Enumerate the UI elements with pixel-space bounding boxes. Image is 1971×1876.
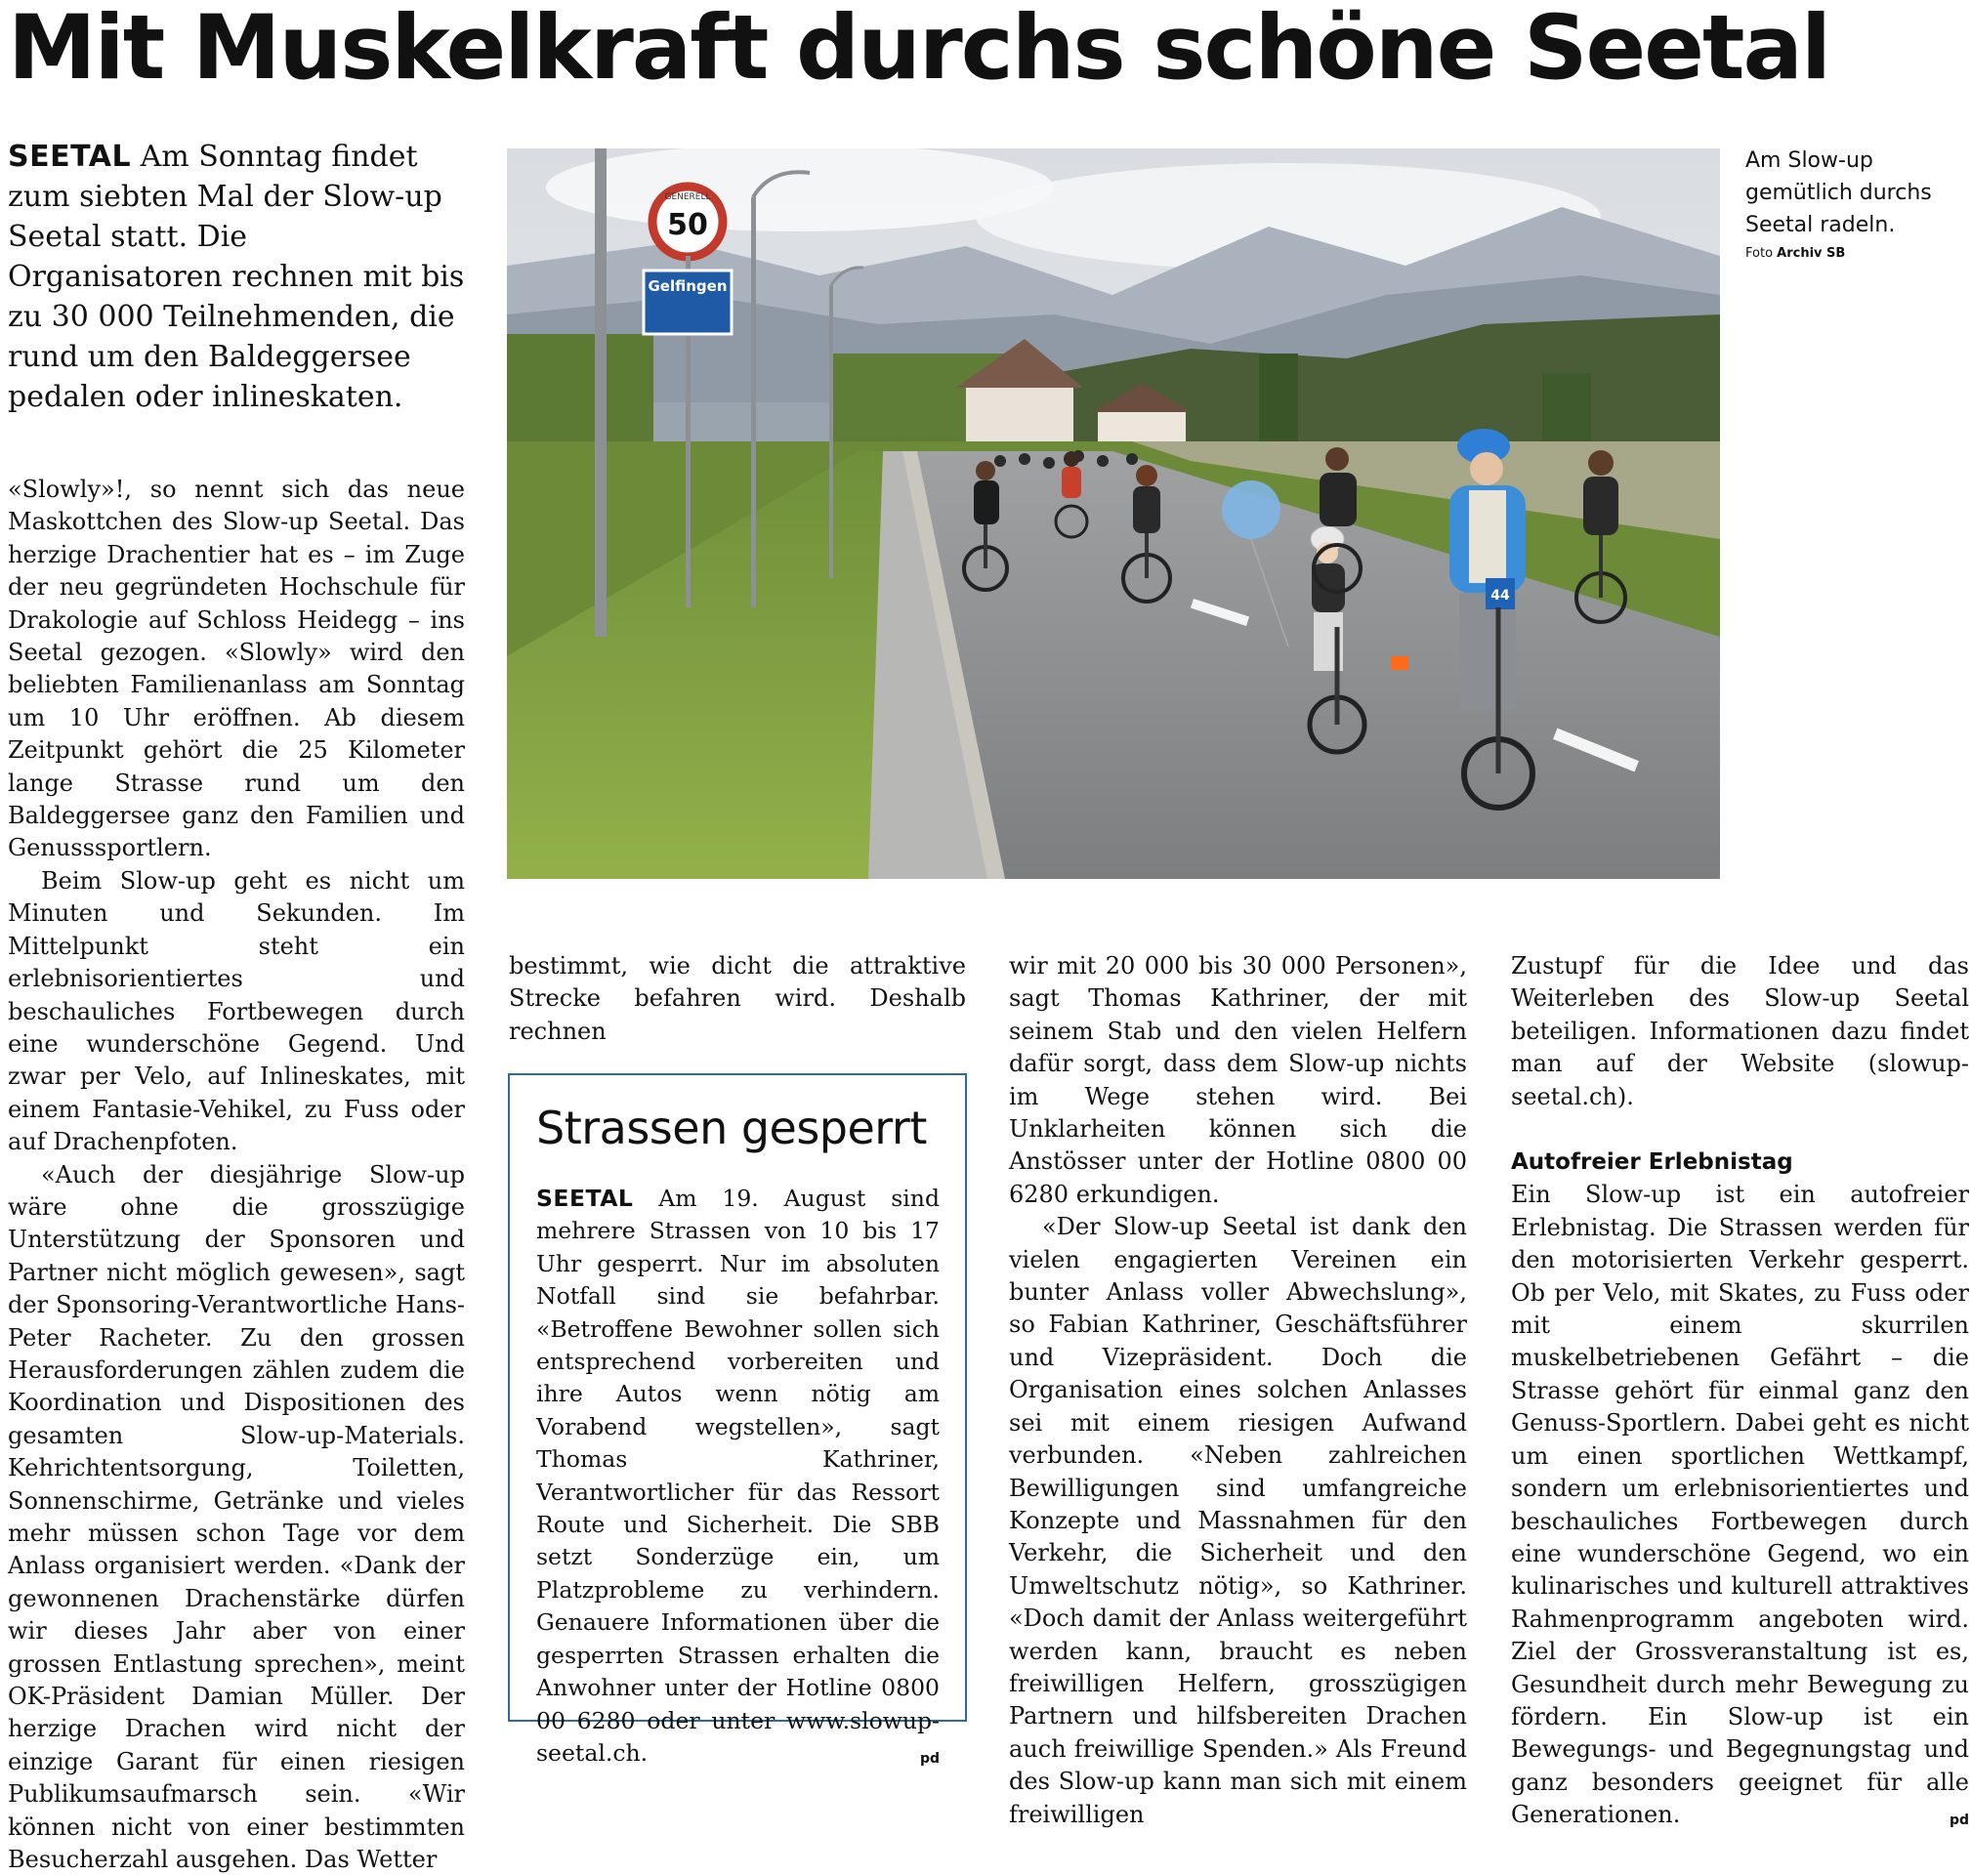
body-paragraph-4: «Der Slow-up Seetal ist dank den vielen engagierten Vereinen ein bunter Anlass voller Abwechslung», so Fabian Kathriner, Geschäftsführer und Vizepräsident. Doch die Organisation eines solchen Anlasses sei mit einem riesigen Aufwand verbunden. «Neben zahlreichen Bewilligungen sind umfangreiche Konzepte und Massnahmen für den Verkehr, die Sicherheit und den Umweltschutz nötig», so Kathriner. «Doch damit der Anlass weitergeführt werden kann, braucht es neben freiwilligen Helfern, grosszügigen Partnern und hilfsbereiten Drachen auch freiwillige Spenden.» Als Freund des Slow-up kann man sich mit einem freiwilligen xyxy=(1009,1213,1467,1828)
sidebar-body xyxy=(536,1183,940,1770)
headline: Mit Muskelkraft durchs schöne Seetal xyxy=(8,0,1830,100)
place-sign: Gelfingen xyxy=(648,277,728,295)
sidebar-box xyxy=(508,1073,967,1767)
bib-number: 44 xyxy=(1490,588,1510,604)
credit-prefix: Foto xyxy=(1745,246,1774,261)
column-2 xyxy=(509,950,966,1048)
body-paragraph-1: «Slowly»!, so nennt sich das neue Maskottchen des Slow-up Seetal. Das herzige Drachentier hat es – im Zuge der neu gegründeten Hochschule für Drakologie auf Schloss Heidegg – ins Seetal gezogen. «Slowly» wird den beliebten Familienanlass am Sonntag um 10 Uhr eröffnen. Ab diesem Zeitpunkt gehört die 25 Kilometer lange Strasse rund um den Baldeggersee ganz den Familien und Genusssportlern. xyxy=(8,476,465,862)
article-photo xyxy=(507,148,1720,879)
caption-text: Am Slow-up gemütlich durchs Seetal radeln. xyxy=(1745,148,1932,237)
speed-limit-sign: 50 xyxy=(667,208,708,242)
body-paragraph-5 xyxy=(1511,1179,1969,1831)
body-paragraph-2: Beim Slow-up geht es nicht um Minuten und Sekunden. Im Mittelpunkt steht ein erlebnisorientiertes und beschauliches Fortbewegen durch eine wunderschöne Gegend. Und zwar per Velo, auf Inlineskates, mit einem Fantasie-Vehikel, zu Fuss oder auf Drachenpfoten. xyxy=(8,866,465,1156)
body-paragraph-3: «Auch der diesjährige Slow-up wäre ohne die grosszügige Unterstützung der Sponsoren und Partner nicht möglich gewesen», sagt der Sponsoring-Verantwortliche Hans-Peter Racheter. Zu den grossen Herausforderungen zählen zudem die Koordination und Dispositionen des gesamten Slow-up-Materials. Kehrichtentsorgung, Toiletten, Sonnenschirme, Getränke und vieles mehr müssen schon Tage vor dem Anlass organisiert werden. «Dank der gewonnenen Drachenstärke dürfen wir dieses Jahr aber von einer grossen Entlastung sprechen», meint OK-Präsident Damian Müller. Der herzige Drachen wird nicht der einzige Garant für einen riesigen Publikumsaufmarsch sein. «Wir können nicht von einer bestimmten Besucherzahl ausgehen. Das Wetter xyxy=(8,1160,465,1874)
photo-credit xyxy=(1745,245,1965,263)
body-paragraph-3-continued-2: wir mit 20 000 bis 30 000 Personen», sagt Thomas Kathriner, der mit seinem Stab und den vielen Helfern dafür sorgt, dass dem Slow-up nichts im Wege stehen wird. Bei Unklarheiten können sich die Anstösser unter der Hotline 0800 00 6280 erkundigen. xyxy=(1009,952,1467,1208)
speed-sign-ring-text: GENERELL xyxy=(664,192,711,202)
sidebar-kicker: SEETAL xyxy=(536,1185,634,1212)
lead-text: Am Sonntag findet zum siebten Mal der Slow-up Seetal statt. Die Organisatoren rechnen mit bis zu 30 000 Teilnehmenden, die rund um den Baldeggersee pedalen oder inlineskaten. xyxy=(8,140,465,414)
body-paragraph-3-continued: bestimmt, wie dicht die attraktive Strecke befahren wird. Deshalb rechnen xyxy=(509,952,966,1045)
photo-caption xyxy=(1745,145,1965,263)
column-3 xyxy=(1009,950,1467,1831)
column-1 xyxy=(8,137,465,1876)
subhead-autofreier: Autofreier Erlebnistag xyxy=(1511,1149,1793,1176)
cyclists-photo-illustration xyxy=(507,148,1720,879)
lead-kicker: SEETAL xyxy=(8,140,132,174)
credit-name: Archiv SB xyxy=(1777,246,1846,261)
column-4 xyxy=(1511,950,1969,1832)
sidebar-text: Am 19. August sind mehrere Strassen von 10 bis 17 Uhr gesperrt. Nur im absoluten Notfall sind sie befahrbar. «Betroffene Bewohner sollen sich entsprechend vorbereiten und ihre Autos wenn nötig am Vorabend wegstellen», sagt Thomas Kathriner, Verantwortlicher für das Ressort Route und Sicherheit. Die SBB setzt Sonderzüge ein, um Platzprobleme zu verhindern. Genauere Informationen über die gesperrten Strassen erhalten die Anwohner unter der Hotline 0800 00 6280 oder unter www.slowup-seetal.ch. xyxy=(536,1185,940,1767)
body-paragraph-5-text: Ein Slow-up ist ein autofreier Erlebnistag. Die Strassen werden für den motorisierten Verkehr gesperrt. Ob per Velo, mit Skates, zu Fuss oder mit einem skurrilen muskelbetriebenen Gefährt – die Strasse gehört für einmal ganz den Genuss-Sportlern. Dabei geht es nicht um einen sportlichen Wettkampf, sondern um erlebnisorientiertes und beschauliches Fortbewegen durch eine wunderschöne Gegend, wo ein kulinarisches und kulturell attraktives Rahmenprogramm angeboten wird. Ziel der Grossveranstaltung ist es, Gesundheit durch mehr Bewegung zu fördern. Ein Slow-up ist ein Bewegungs- und Begegnungstag und ganz besonders geeignet für alle Generationen. xyxy=(1511,1181,1969,1829)
article-signature: pd xyxy=(1949,1813,1969,1829)
body-paragraph-4-continued: Zustupf für die Idee und das Weiterleben des Slow-up Seetal beteiligen. Informationen dazu findet man auf der Website (slowup-seetal.ch). xyxy=(1511,952,1969,1110)
sidebar-title: Strassen gesperrt xyxy=(536,1102,927,1154)
sidebar-signature: pd xyxy=(919,1750,940,1767)
lead-paragraph xyxy=(8,137,465,417)
